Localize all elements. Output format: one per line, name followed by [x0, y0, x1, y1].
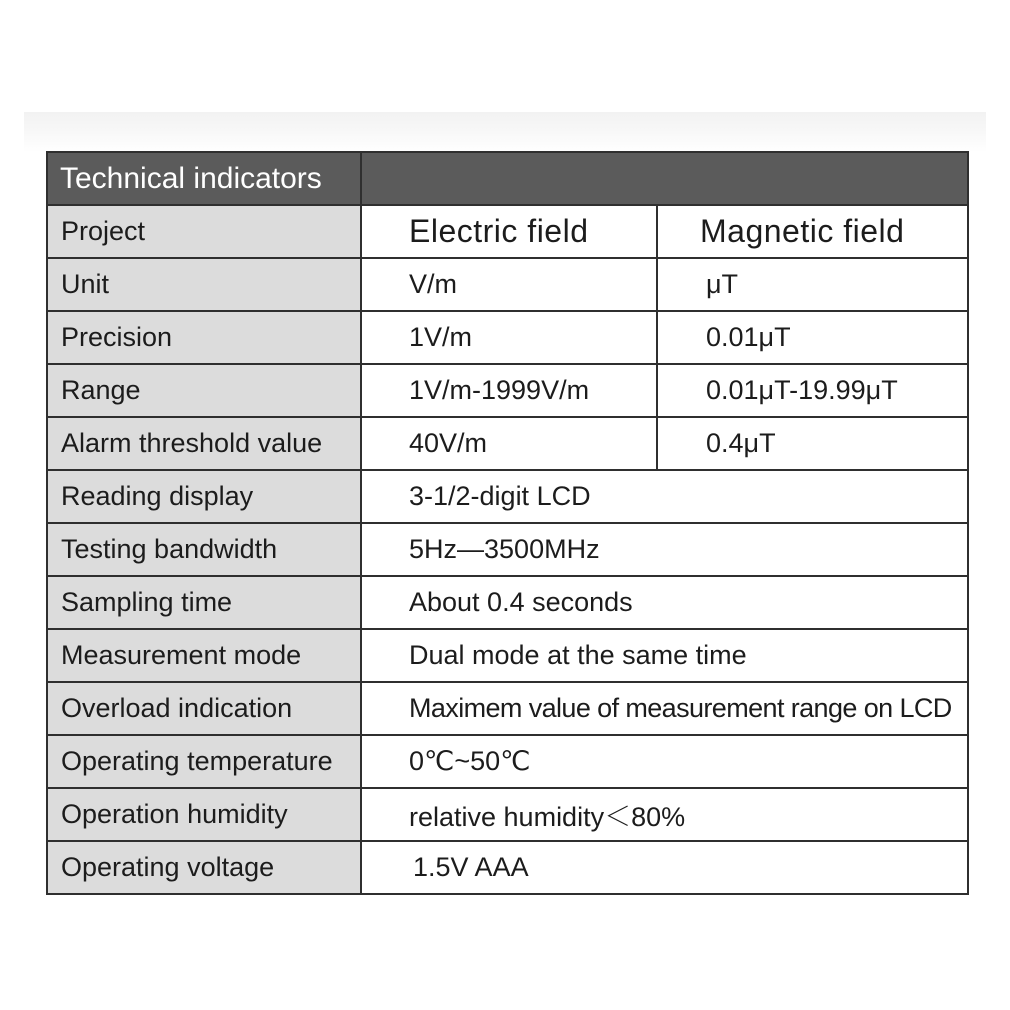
- top-shade: [24, 112, 986, 152]
- table-title-row: [47, 152, 968, 205]
- magnetic-value: μT: [657, 258, 968, 311]
- electric-field-header: Electric field: [361, 205, 657, 258]
- table-row: [47, 576, 968, 629]
- electric-value: V/m: [361, 258, 657, 311]
- row-label: Overload indication: [47, 682, 361, 735]
- row-value: About 0.4 seconds: [361, 576, 968, 629]
- magnetic-value: 0.01μT-19.99μT: [657, 364, 968, 417]
- row-label: Range: [47, 364, 361, 417]
- electric-value: 1V/m: [361, 311, 657, 364]
- table-row: [47, 682, 968, 735]
- row-label: Operating temperature: [47, 735, 361, 788]
- row-label: Precision: [47, 311, 361, 364]
- row-value: 3-1/2-digit LCD: [361, 470, 968, 523]
- table-row: [47, 364, 968, 417]
- row-label: Operation humidity: [47, 788, 361, 841]
- row-label: Testing bandwidth: [47, 523, 361, 576]
- row-label: Operating voltage: [47, 841, 361, 894]
- table-title-filler: [361, 152, 968, 205]
- row-value: 5Hz—3500MHz: [361, 523, 968, 576]
- row-value: relative humidity＜80%: [361, 788, 968, 841]
- technical-indicators-table: [46, 151, 969, 895]
- row-value: Dual mode at the same time: [361, 629, 968, 682]
- magnetic-value: 0.01μT: [657, 311, 968, 364]
- table-row: [47, 523, 968, 576]
- table-row: [47, 258, 968, 311]
- electric-value: 40V/m: [361, 417, 657, 470]
- magnetic-field-header: Magnetic field: [657, 205, 968, 258]
- table-row: [47, 205, 968, 258]
- table-row: [47, 841, 968, 894]
- table-row: [47, 788, 968, 841]
- row-label: Project: [47, 205, 361, 258]
- electric-value: 1V/m-1999V/m: [361, 364, 657, 417]
- table-row: [47, 417, 968, 470]
- table-row: [47, 311, 968, 364]
- row-value: 1.5V AAA: [361, 841, 968, 894]
- row-value: 0℃~50℃: [361, 735, 968, 788]
- row-label: Sampling time: [47, 576, 361, 629]
- magnetic-value: 0.4μT: [657, 417, 968, 470]
- table-row: [47, 470, 968, 523]
- table-row: [47, 629, 968, 682]
- row-label: Reading display: [47, 470, 361, 523]
- row-label: Unit: [47, 258, 361, 311]
- row-label: Measurement mode: [47, 629, 361, 682]
- table-title: Technical indicators: [47, 152, 361, 205]
- row-value: Maximem value of measurement range on LCD: [361, 682, 968, 735]
- row-label: Alarm threshold value: [47, 417, 361, 470]
- table-row: [47, 735, 968, 788]
